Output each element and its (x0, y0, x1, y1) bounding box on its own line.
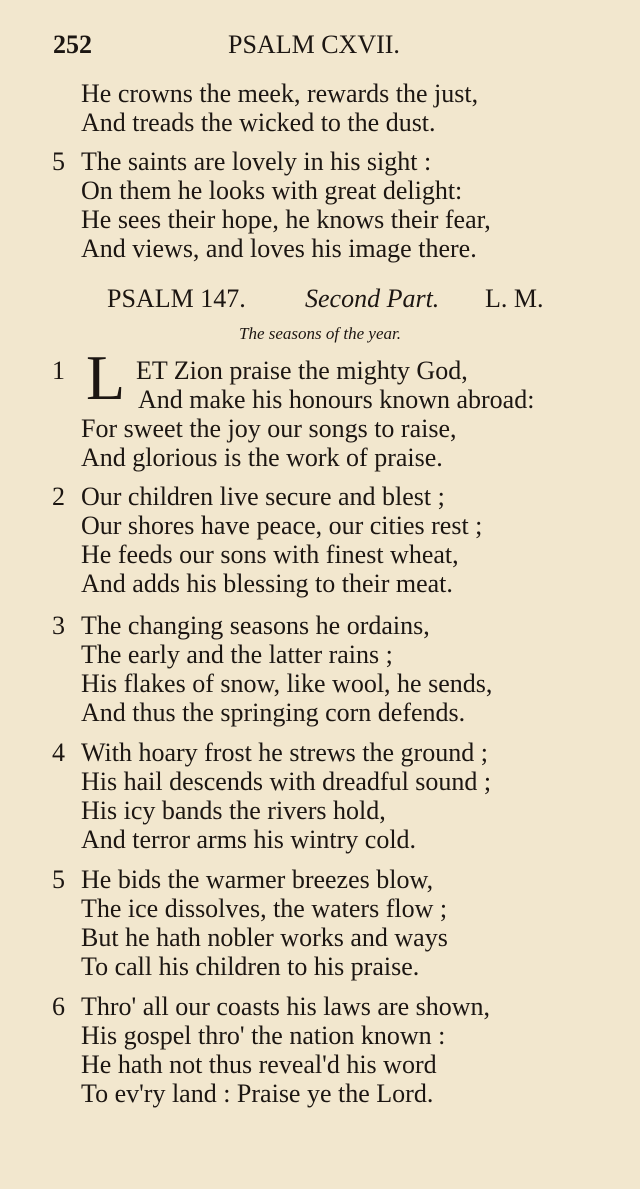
verse-line: The changing seasons he ordains, (81, 611, 430, 640)
verse-line: And thus the springing corn defends. (81, 698, 466, 727)
verse-line: The saints are lovely in his sight : (81, 147, 432, 176)
drop-cap: L (86, 342, 126, 413)
verse-line: And views, and loves his image there. (81, 234, 477, 263)
stanza-number: 2 (52, 482, 65, 511)
verse-line: And terror arms his wintry cold. (81, 825, 417, 854)
page-number: 252 (53, 30, 92, 59)
stanza-number: 3 (52, 611, 65, 640)
stanza-number: 4 (52, 738, 65, 767)
psalm-meter: L. M. (485, 284, 544, 313)
verse-line: For sweet the joy our songs to raise, (81, 414, 457, 443)
verse-line: To call his children to his praise. (81, 952, 420, 981)
verse-line: Thro' all our coasts his laws are shown, (81, 992, 491, 1021)
verse-line: He bids the warmer breezes blow, (81, 865, 434, 894)
verse-line: His gospel thro' the nation known : (81, 1021, 446, 1050)
verse-line: He hath not thus reveal'd his word (81, 1050, 437, 1079)
verse-line: He sees their hope, he knows their fear, (81, 205, 491, 234)
verse-line: With hoary frost he strews the ground ; (81, 738, 488, 767)
verse-line: ET Zion praise the mighty God, (136, 356, 468, 385)
verse-line: To ev'ry land : Praise ye the Lord. (81, 1079, 434, 1108)
verse-line: Our shores have peace, our cities rest ; (81, 511, 483, 540)
verse-line: His icy bands the rivers hold, (81, 796, 386, 825)
verse-line: The early and the latter rains ; (81, 640, 393, 669)
stanza-number: 5 (52, 865, 65, 894)
verse-line: And make his honours known abroad: (138, 385, 535, 414)
stanza-number: 5 (52, 147, 65, 176)
verse-line: On them he looks with great delight: (81, 176, 463, 205)
psalm-title: PSALM 147. (107, 284, 246, 313)
verse-line: He crowns the meek, rewards the just, (81, 79, 479, 108)
verse-line: And treads the wicked to the dust. (81, 108, 436, 137)
verse-line: His flakes of snow, like wool, he sends, (81, 669, 493, 698)
psalm-subtitle: The seasons of the year. (239, 324, 401, 343)
verse-line: The ice dissolves, the waters flow ; (81, 894, 448, 923)
psalm-part: Second Part. (305, 284, 440, 313)
verse-line: And glorious is the work of praise. (81, 443, 443, 472)
verse-line: And adds his blessing to their meat. (81, 569, 453, 598)
verse-line: Our children live secure and blest ; (81, 482, 445, 511)
verse-line: But he hath nobler works and ways (81, 923, 448, 952)
verse-line: His hail descends with dreadful sound ; (81, 767, 492, 796)
stanza-number: 1 (52, 356, 65, 385)
running-head: PSALM CXVII. (228, 30, 400, 59)
stanza-number: 6 (52, 992, 65, 1021)
verse-line: He feeds our sons with finest wheat, (81, 540, 459, 569)
